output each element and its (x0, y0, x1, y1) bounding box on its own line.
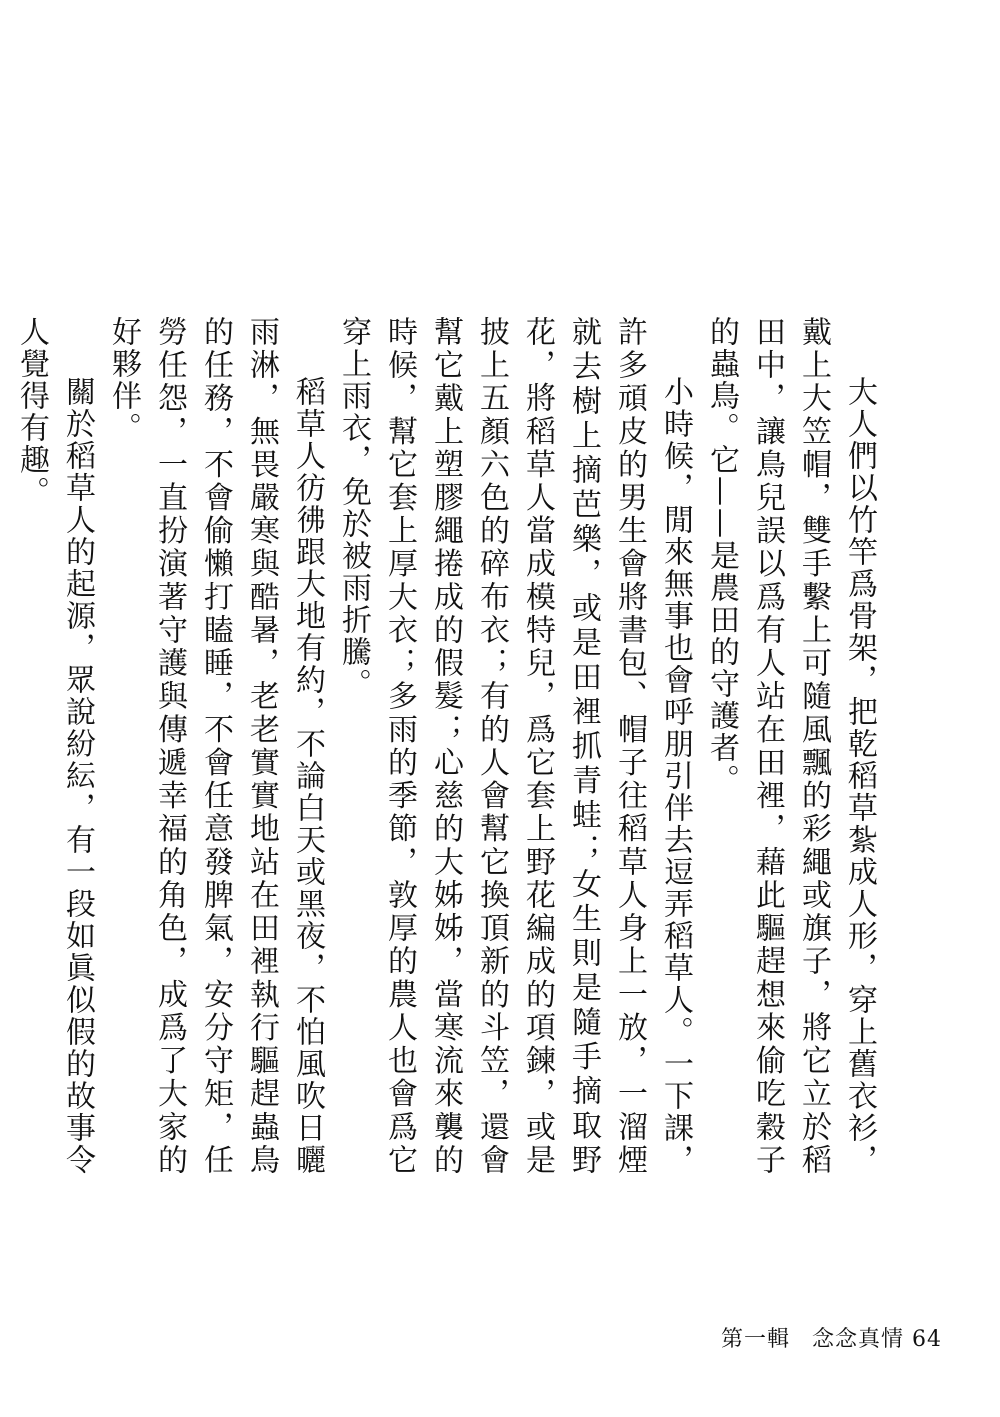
paragraph: 大人們以竹竿爲骨架，把乾稻草紮成人形，穿上舊衣衫，戴上大笠帽，雙手繫上可隨風飄的彩繩或旗子，將它立於稻田中，讓鳥兒誤以爲有人站在田裡，藉此驅趕想來偷吃穀子的蟲鳥。它——是農田的守護者。 (704, 316, 877, 1176)
page-number: 64 (912, 1327, 942, 1352)
footer-title: 念念真情 (811, 1327, 904, 1352)
footer-section: 第一輯 (720, 1327, 790, 1352)
paragraph: 關於稻草人的起源，眾說紛紜，有一段如眞似假的故事令人覺得有趣。 (14, 316, 95, 1176)
paragraph: 小時候，閒來無事也會呼朋引伴去逗弄稻草人。一下課，許多頑皮的男生會將書包、帽子往稻草人身上一放，一溜煙就去樹上摘芭樂，或是田裡抓青蛙；女生則是隨手摘取野花，將稻草人當成模特兒，爲它套上野花編成的項鍊，或是披上五顏六色的碎布衣；有的人會幫它換頂新的斗笠，還會幫它戴上塑膠繩捲成的假髮；心慈的大姊姊，當寒流來襲的時候，幫它套上厚大衣；多雨的季節，敦厚的農人也會爲它穿上雨衣，免於被雨折騰。 (336, 316, 693, 1176)
page-footer (721, 1322, 942, 1353)
paragraph: 稻草人彷彿跟大地有約，不論白天或黑夜，不怕風吹日曬雨淋，無畏嚴寒與酷暑，老老實實地站在田裡執行驅趕蟲鳥的任務，不會偷懶打瞌睡，不會任意發脾氣，安分守矩，任勞任怨，一直扮演著守護與傳遞幸福的角色，成爲了大家的好夥伴。 (106, 316, 325, 1176)
vertical-text-body (14, 316, 882, 1176)
